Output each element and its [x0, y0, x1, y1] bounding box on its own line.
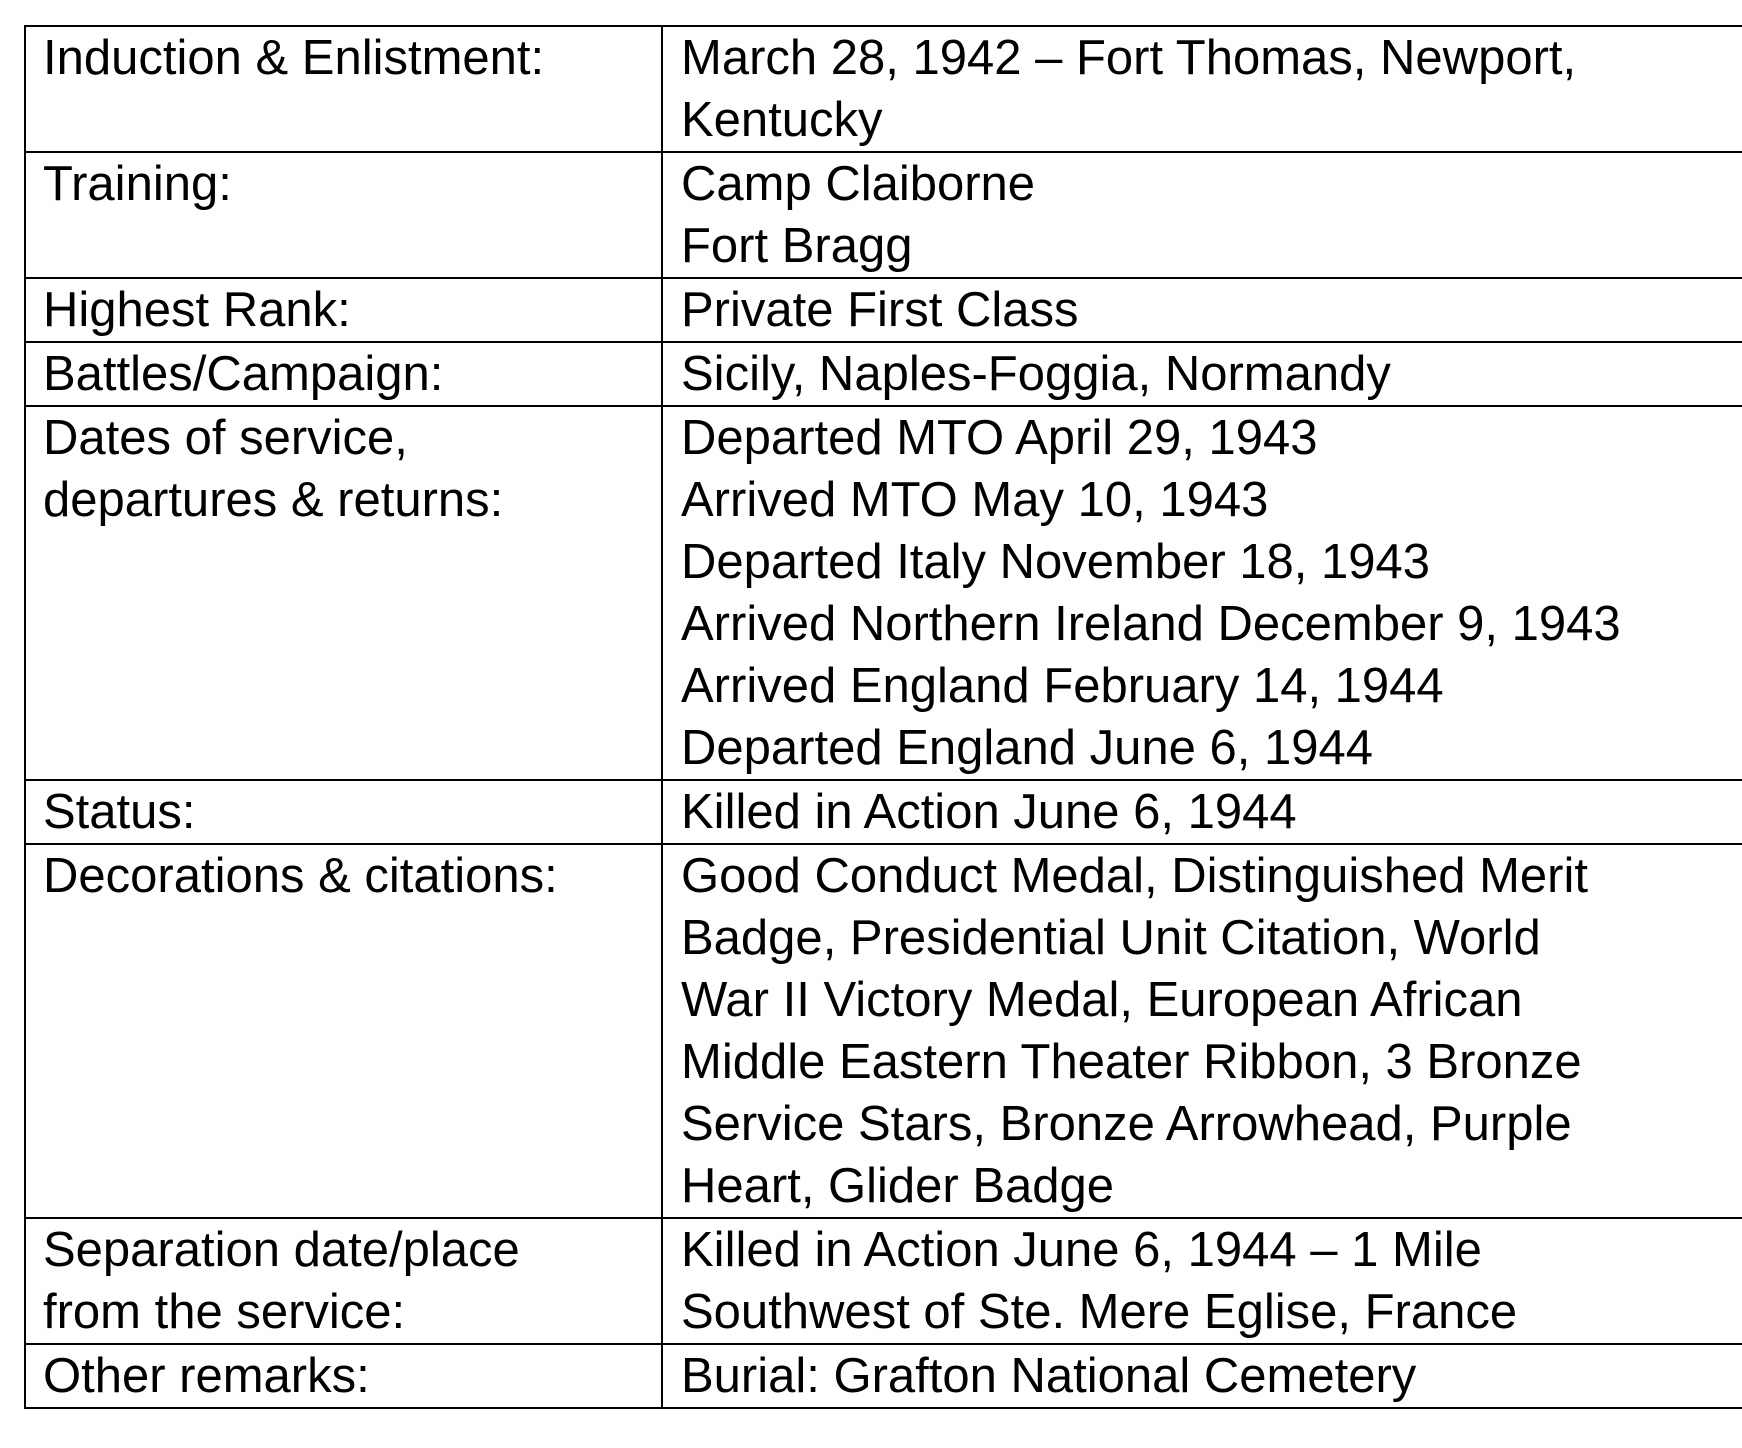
field-label-line: Training:: [43, 157, 232, 211]
field-value-line: March 28, 1942 – Fort Thomas, Newport,: [681, 31, 1577, 85]
field-label: [25, 152, 662, 278]
field-label: [25, 406, 662, 780]
field-value: [662, 278, 1742, 342]
field-value: [662, 342, 1742, 406]
field-value-line: War II Victory Medal, European African: [681, 973, 1523, 1027]
field-value-line: Heart, Glider Badge: [681, 1159, 1115, 1213]
field-label: [25, 278, 662, 342]
record-row: [25, 1344, 1742, 1408]
field-value-line: Camp Claiborne: [681, 157, 1036, 211]
field-value: [662, 152, 1742, 278]
field-value: [662, 1218, 1742, 1344]
field-label: [25, 342, 662, 406]
field-label-line: from the service:: [43, 1285, 406, 1339]
field-value-line: Southwest of Ste. Mere Eglise, France: [681, 1285, 1518, 1339]
field-label: [25, 780, 662, 844]
record-row: [25, 1218, 1742, 1344]
field-value: [662, 1344, 1742, 1408]
record-row: [25, 26, 1742, 152]
field-value: [662, 406, 1742, 780]
field-value-line: Sicily, Naples-Foggia, Normandy: [681, 347, 1391, 401]
field-label: [25, 26, 662, 152]
field-value-line: Arrived MTO May 10, 1943: [681, 473, 1269, 527]
field-label-line: Status:: [43, 785, 196, 839]
record-row: [25, 342, 1742, 406]
field-label: [25, 1344, 662, 1408]
field-value-line: Departed MTO April 29, 1943: [681, 411, 1318, 465]
record-row: [25, 406, 1742, 780]
field-value-line: Arrived Northern Ireland December 9, 1943: [681, 597, 1621, 651]
field-value-line: Killed in Action June 6, 1944: [681, 785, 1297, 839]
field-label-line: Decorations & citations:: [43, 849, 558, 903]
field-value: [662, 26, 1742, 152]
field-value-line: Private First Class: [681, 283, 1079, 337]
field-value-line: Killed in Action June 6, 1944 – 1 Mile: [681, 1223, 1482, 1277]
field-label-line: Battles/Campaign:: [43, 347, 444, 401]
field-label-line: Highest Rank:: [43, 283, 351, 337]
field-value-line: Service Stars, Bronze Arrowhead, Purple: [681, 1097, 1572, 1151]
field-label: [25, 844, 662, 1218]
record-row: [25, 278, 1742, 342]
field-label: [25, 1218, 662, 1344]
record-row: [25, 152, 1742, 278]
field-label-line: Separation date/place: [43, 1223, 520, 1277]
field-value: [662, 780, 1742, 844]
field-value-line: Good Conduct Medal, Distinguished Merit: [681, 849, 1588, 903]
field-label-line: Induction & Enlistment:: [43, 31, 545, 85]
field-label-line: Other remarks:: [43, 1349, 370, 1403]
field-value-line: Arrived England February 14, 1944: [681, 659, 1444, 713]
service-record-table: [24, 25, 1742, 1409]
record-row: [25, 780, 1742, 844]
field-value: [662, 844, 1742, 1218]
field-value-line: Departed England June 6, 1944: [681, 721, 1373, 775]
field-value-line: Fort Bragg: [681, 219, 913, 273]
service-record-body: [25, 26, 1742, 1408]
field-value-line: Middle Eastern Theater Ribbon, 3 Bronze: [681, 1035, 1582, 1089]
field-value-line: Kentucky: [681, 93, 883, 147]
field-value-line: Departed Italy November 18, 1943: [681, 535, 1431, 589]
field-label-line: departures & returns:: [43, 473, 504, 527]
field-label-line: Dates of service,: [43, 411, 408, 465]
record-row: [25, 844, 1742, 1218]
field-value-line: Burial: Grafton National Cemetery: [681, 1349, 1417, 1403]
field-value-line: Badge, Presidential Unit Citation, World: [681, 911, 1541, 965]
